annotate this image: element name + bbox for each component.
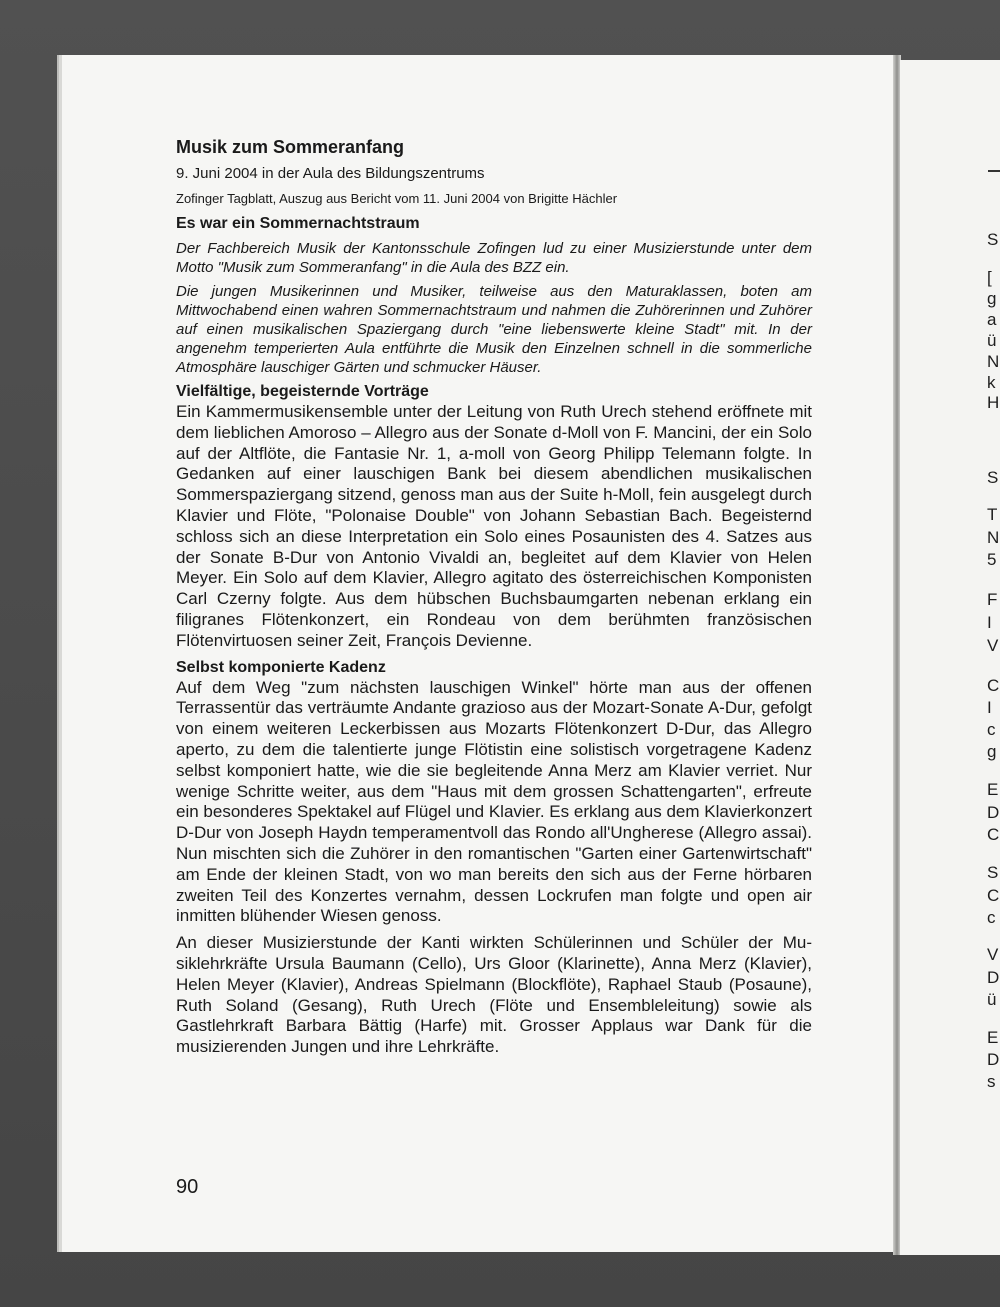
- facing-glyph: ü: [987, 990, 997, 1009]
- body-paragraph: Ein Kammermusikensemble unter der Leitung von Ruth Urech stehend eröffnete mit dem lieblichen Amoroso – Allegro aus der Sonate d-Moll von F. Mancini, der ein Solo auf der Altflöte, die Fantasie Nr. 1, a-moll von Georg Philipp Telemann folgte. In Gedanken auf einer lauschigen Bank bei diesem abendlichen musikalischen Sommerspaziergang sitzend, genoss man aus der Suite h-Moll, fein ausgelegt durch Klavier und Flöte, "Polonaise Double" von Johann Sebastian Bach. Begeisternd schloss sich an diese Interpretation ein Solo eines Posaunisten des 4. Satzes aus der Sonate B-Dur von Antonio Vivaldi an, begleitet auf dem Klavier von Helen Meyer. Ein Solo auf dem Klavier, Allegro agitato des österreichischen Komponisten Carl Czerny folgte. Aus dem hübschen Buchsbaumgarten nebenan erklang ein filigranes Flötenkonzert, ein Rondeau von dem berühmten französischen Flötenvirtuosen seiner Zeit, François Devienne.: [176, 402, 812, 650]
- page-number: 90: [176, 1176, 199, 1198]
- facing-glyph: V: [987, 945, 999, 964]
- facing-glyph: C: [987, 825, 1000, 844]
- body-paragraph: Auf dem Weg "zum nächsten lauschigen Winkel" hörte man aus der offenen Terrassentür das verträumte Andante grazioso aus der Mozart-Sonate A-Dur, gefolgt von einem weiteren Leckerbissen aus Mozarts Flötenkonzert D-Dur, das Allegro aperto, zu dem die talentierte junge Flötistin eine solistisch vorgetragene Kadenz selbst komponiert hatte, wie die sie begleitende Anna Merz am Klavier verriet. Nur wenige Schritte weiter, aus dem "Haus mit dem grossen Schattengarten", erfreute ein besonderes Spektakel auf Flügel und Klavier. Es erklang aus dem Klavierkonzert D-Dur von Joseph Haydn temperamentvoll das Rondo all'Ungherese (Allegro assai). Nun mischten sich die Zuhörer in den romantischen "Garten einer Gartenwirtschaft" am Ende der kleinen Stadt, von wo man bereits den sich aus der Ferne hörbaren zweiten Teil des Konzertes vernahm, dessen Lockrufen man folgte und open air inmitten blühender Wiesen genoss.: [176, 677, 812, 926]
- article-headline: Es war ein Sommernachtstraum: [176, 215, 420, 232]
- facing-glyph: S: [987, 468, 999, 487]
- facing-glyph: E: [987, 780, 999, 799]
- facing-glyph: k: [987, 373, 996, 392]
- facing-glyph: C: [987, 676, 1000, 695]
- facing-glyph: D: [987, 1050, 1000, 1069]
- facing-glyph: I: [987, 613, 992, 632]
- facing-glyph: g: [987, 742, 997, 761]
- facing-glyph: F: [987, 590, 998, 609]
- facing-page-rule: [988, 170, 1000, 172]
- facing-glyph: g: [987, 289, 997, 308]
- lead-paragraph: Der Fachbereich Musik der Kantonsschule Zofingen lud zu einer Musizierstunde unter dem Motto "Musik zum Sommeranfang" in die Aula des BZZ ein.: [176, 240, 812, 276]
- right-page-edge: [900, 60, 1000, 1255]
- section-heading: Vielfältige, begeisternde Vorträge: [176, 383, 429, 400]
- facing-glyph: c: [987, 720, 996, 739]
- facing-glyph: D: [987, 803, 1000, 822]
- facing-glyph: E: [987, 1028, 999, 1047]
- event-date-line: 9. Juni 2004 in der Aula des Bildungszentrums: [176, 165, 485, 182]
- source-line: Zofinger Tagblatt, Auszug aus Bericht vom 11. Juni 2004 von Brigitte Hächler: [176, 191, 618, 206]
- facing-glyph: S: [987, 230, 999, 249]
- facing-glyph: 5: [987, 550, 997, 569]
- article: [176, 137, 812, 1064]
- article-title: Musik zum Sommeranfang: [176, 137, 405, 157]
- facing-glyph: N: [987, 352, 1000, 371]
- facing-glyph: V: [987, 636, 999, 655]
- facing-glyph: D: [987, 968, 1000, 987]
- facing-glyph: C: [987, 886, 1000, 905]
- facing-glyph: N: [987, 528, 1000, 547]
- facing-glyph: [: [987, 268, 992, 287]
- facing-glyph: H: [987, 393, 1000, 412]
- body-paragraph: An dieser Musizierstunde der Kanti wirkten Schülerinnen und Schüler der Musiklehrkräfte Ursula Baumann (Cello), Urs Gloor (Klarinette), Anna Merz (Klavier), Helen Meyer (Klavier), Andreas Spielmann (Blockflöte), Raphael Staub (Posaune), Ruth Soland (Gesang), Ruth Urech (Flöte und Ensembleleitung) sowie als Gastlehrkraft Barbara Bättig (Harfe) mit. Grosser Applaus war Dank für die musizierenden Jungen und ihre Lehrkräfte.: [176, 933, 812, 1057]
- facing-glyph: T: [987, 505, 998, 524]
- facing-glyph: c: [987, 908, 996, 927]
- facing-glyph: a: [987, 310, 997, 329]
- facing-glyph: S: [987, 863, 999, 882]
- section-heading: Selbst komponierte Kadenz: [176, 658, 386, 676]
- facing-glyph: s: [987, 1072, 996, 1091]
- facing-glyph: I: [987, 698, 992, 717]
- lead-paragraph: Die jungen Musikerinnen und Musiker, teilweise aus den Maturaklassen, boten am Mittwochabend einen wahren Sommernachtstraum und nahmen die Zuhörerinnen und Zuhörer auf einen musikalischen Spaziergang durch "eine liebenswerte kleine Stadt" mit. In der angenehm temperierten Aula entführte die Musik den Einzelnen schnell in die sommerliche Atmosphäre lauschiger Gärten und schmucker Häuser.: [176, 283, 812, 376]
- facing-glyph: ü: [987, 331, 997, 350]
